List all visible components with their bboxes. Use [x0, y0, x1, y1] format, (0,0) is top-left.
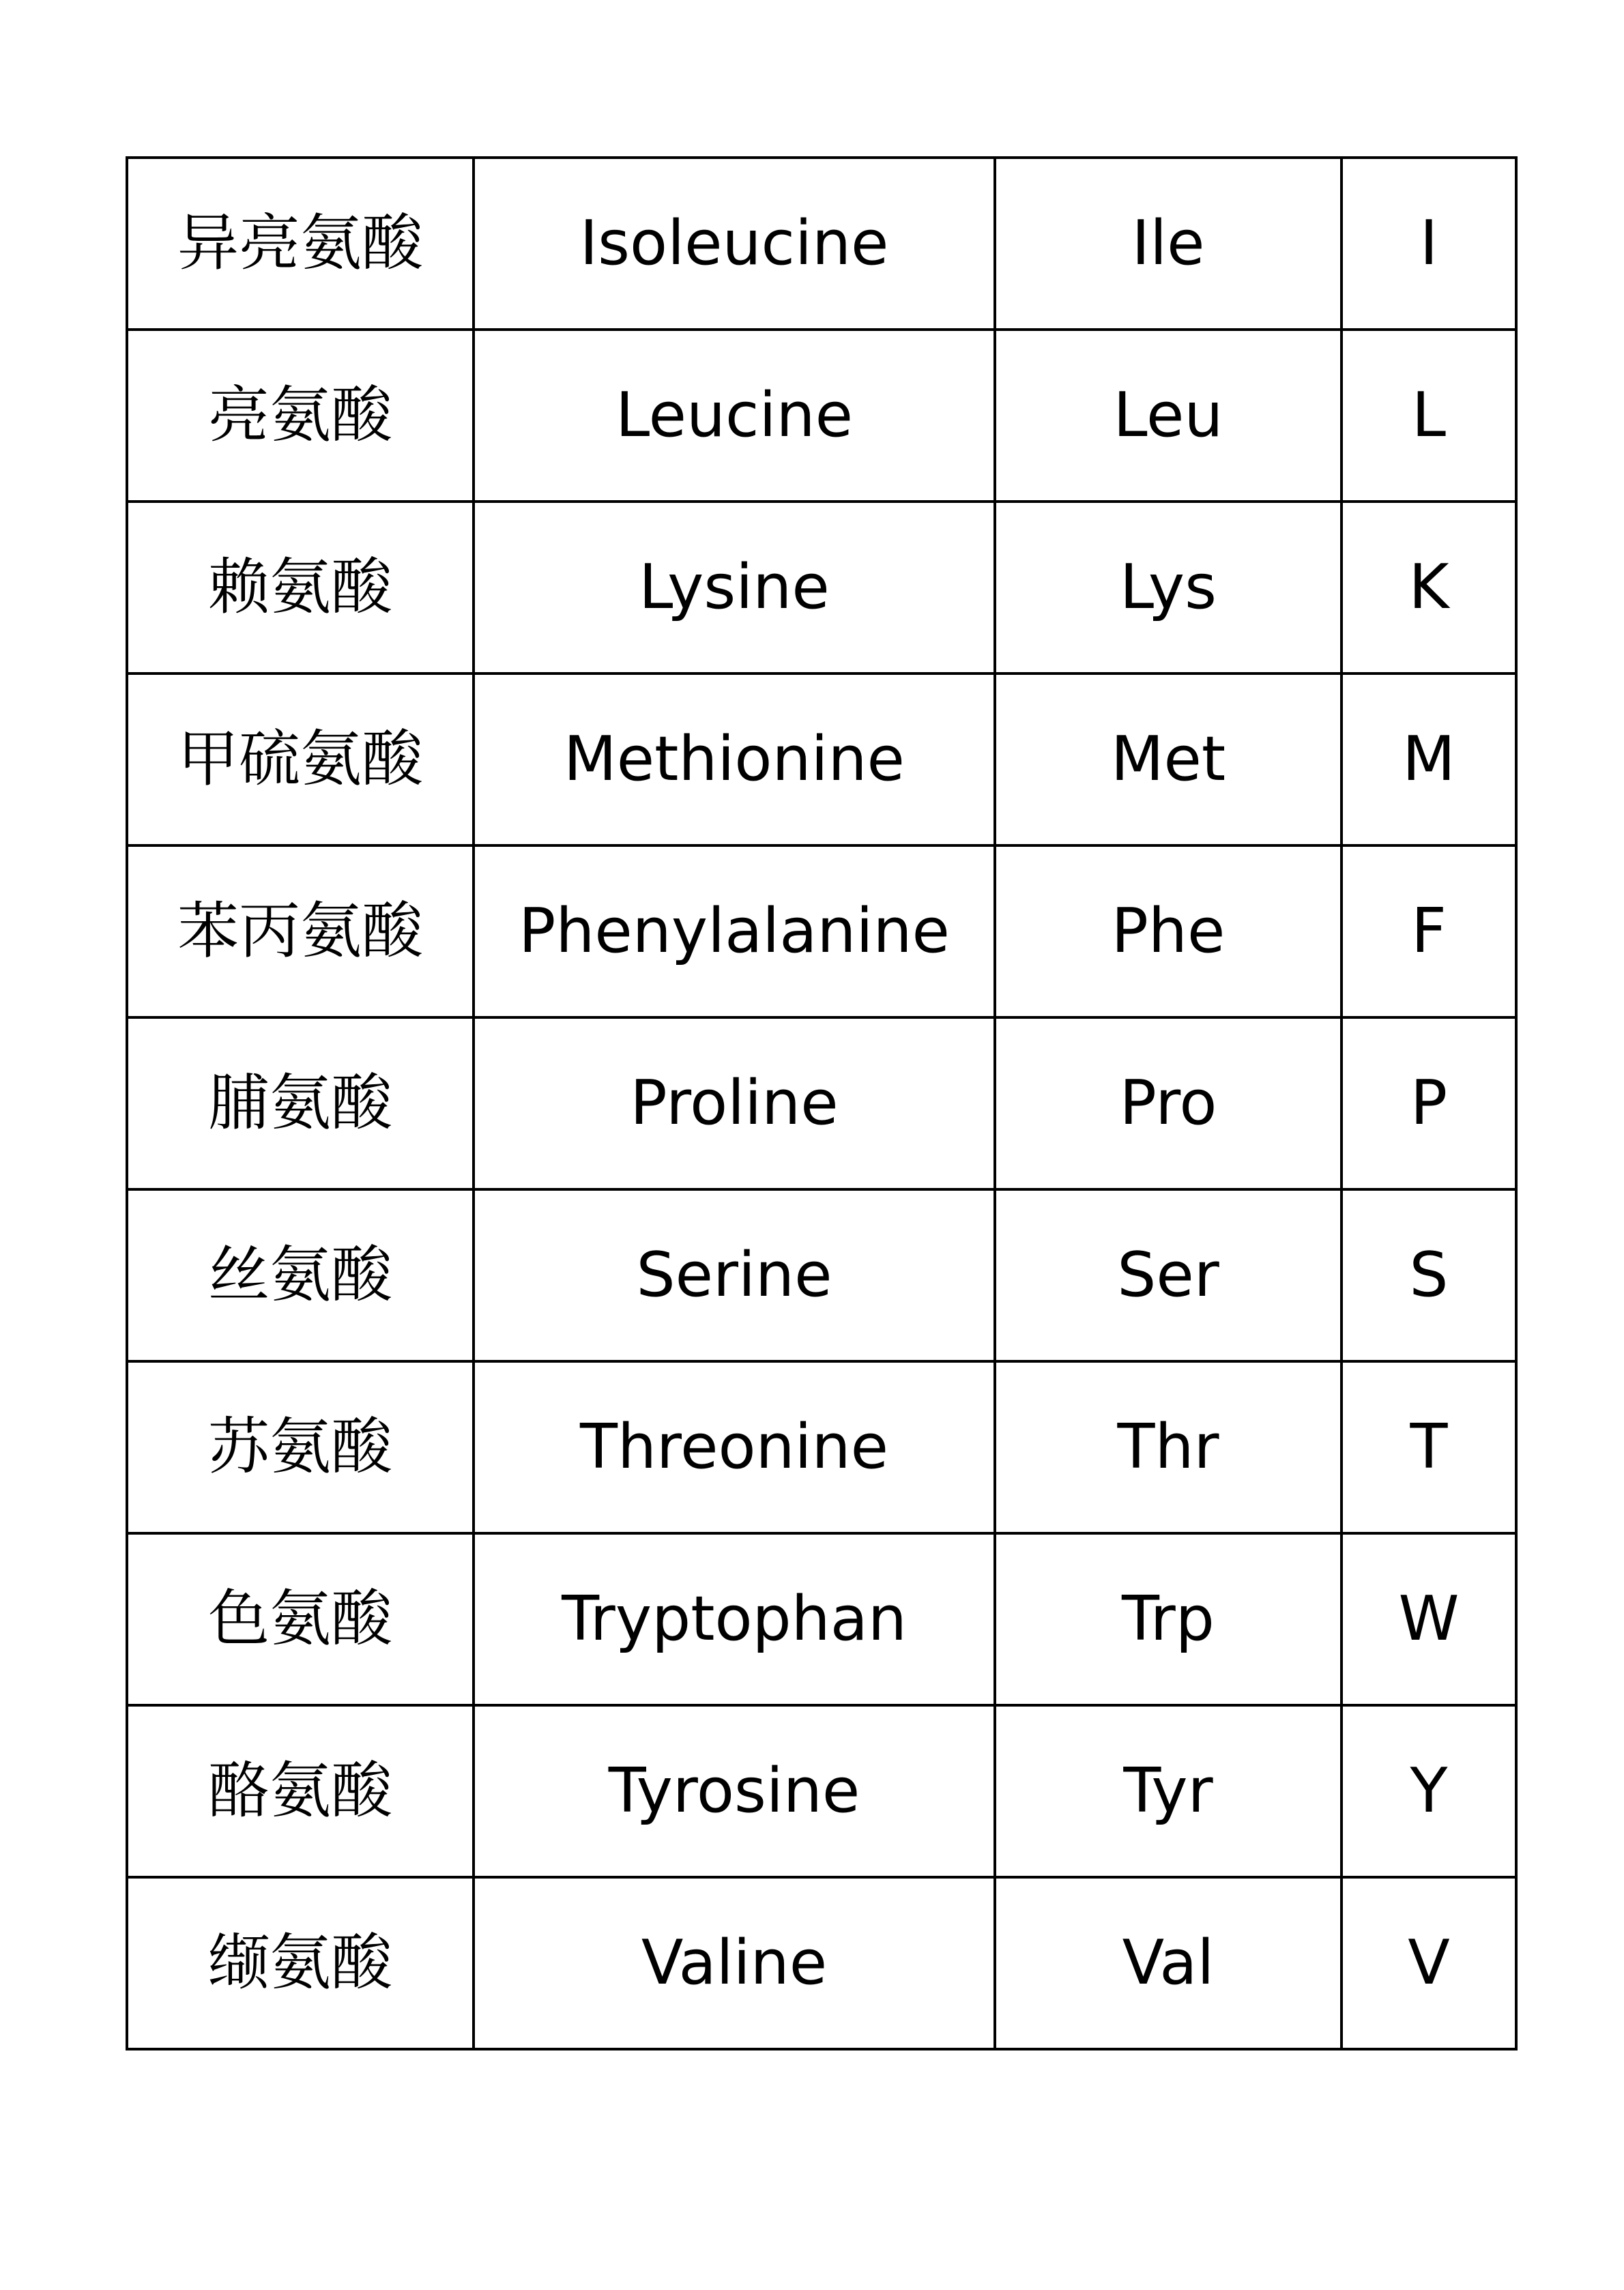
table-row	[127, 502, 1516, 673]
english-name-cell: Isoleucine	[474, 158, 995, 330]
three-letter-code-cell: Thr	[995, 1361, 1342, 1533]
one-letter-code-cell: Y	[1342, 1705, 1516, 1877]
table-row	[127, 1533, 1516, 1705]
table-row	[127, 1877, 1516, 2049]
three-letter-code-cell: Ser	[995, 1189, 1342, 1361]
one-letter-code-cell: L	[1342, 330, 1516, 502]
table-row	[127, 1361, 1516, 1533]
three-letter-code-cell: Ile	[995, 158, 1342, 330]
one-letter-code-cell: M	[1342, 673, 1516, 845]
three-letter-code-cell: Phe	[995, 845, 1342, 1017]
table-row	[127, 1017, 1516, 1189]
chinese-name-cell: 酪氨酸	[127, 1705, 474, 1877]
three-letter-code-cell: Met	[995, 673, 1342, 845]
english-name-cell: Serine	[474, 1189, 995, 1361]
one-letter-code-cell: W	[1342, 1533, 1516, 1705]
table-row	[127, 330, 1516, 502]
three-letter-code-cell: Tyr	[995, 1705, 1342, 1877]
table-row	[127, 158, 1516, 330]
one-letter-code-cell: P	[1342, 1017, 1516, 1189]
one-letter-code-cell: T	[1342, 1361, 1516, 1533]
one-letter-code-cell: I	[1342, 158, 1516, 330]
three-letter-code-cell: Leu	[995, 330, 1342, 502]
english-name-cell: Tyrosine	[474, 1705, 995, 1877]
english-name-cell: Threonine	[474, 1361, 995, 1533]
chinese-name-cell: 脯氨酸	[127, 1017, 474, 1189]
amino-acid-table	[126, 156, 1518, 2050]
chinese-name-cell: 苯丙氨酸	[127, 845, 474, 1017]
chinese-name-cell: 亮氨酸	[127, 330, 474, 502]
english-name-cell: Tryptophan	[474, 1533, 995, 1705]
chinese-name-cell: 异亮氨酸	[127, 158, 474, 330]
amino-acid-table-body	[127, 158, 1516, 2049]
table-row	[127, 1705, 1516, 1877]
chinese-name-cell: 色氨酸	[127, 1533, 474, 1705]
three-letter-code-cell: Trp	[995, 1533, 1342, 1705]
english-name-cell: Phenylalanine	[474, 845, 995, 1017]
one-letter-code-cell: K	[1342, 502, 1516, 673]
table-row	[127, 1189, 1516, 1361]
english-name-cell: Lysine	[474, 502, 995, 673]
chinese-name-cell: 丝氨酸	[127, 1189, 474, 1361]
three-letter-code-cell: Val	[995, 1877, 1342, 2049]
chinese-name-cell: 苏氨酸	[127, 1361, 474, 1533]
english-name-cell: Valine	[474, 1877, 995, 2049]
table-row	[127, 673, 1516, 845]
english-name-cell: Methionine	[474, 673, 995, 845]
table-row	[127, 845, 1516, 1017]
three-letter-code-cell: Pro	[995, 1017, 1342, 1189]
chinese-name-cell: 甲硫氨酸	[127, 673, 474, 845]
three-letter-code-cell: Lys	[995, 502, 1342, 673]
one-letter-code-cell: V	[1342, 1877, 1516, 2049]
one-letter-code-cell: F	[1342, 845, 1516, 1017]
one-letter-code-cell: S	[1342, 1189, 1516, 1361]
chinese-name-cell: 赖氨酸	[127, 502, 474, 673]
english-name-cell: Leucine	[474, 330, 995, 502]
english-name-cell: Proline	[474, 1017, 995, 1189]
chinese-name-cell: 缬氨酸	[127, 1877, 474, 2049]
